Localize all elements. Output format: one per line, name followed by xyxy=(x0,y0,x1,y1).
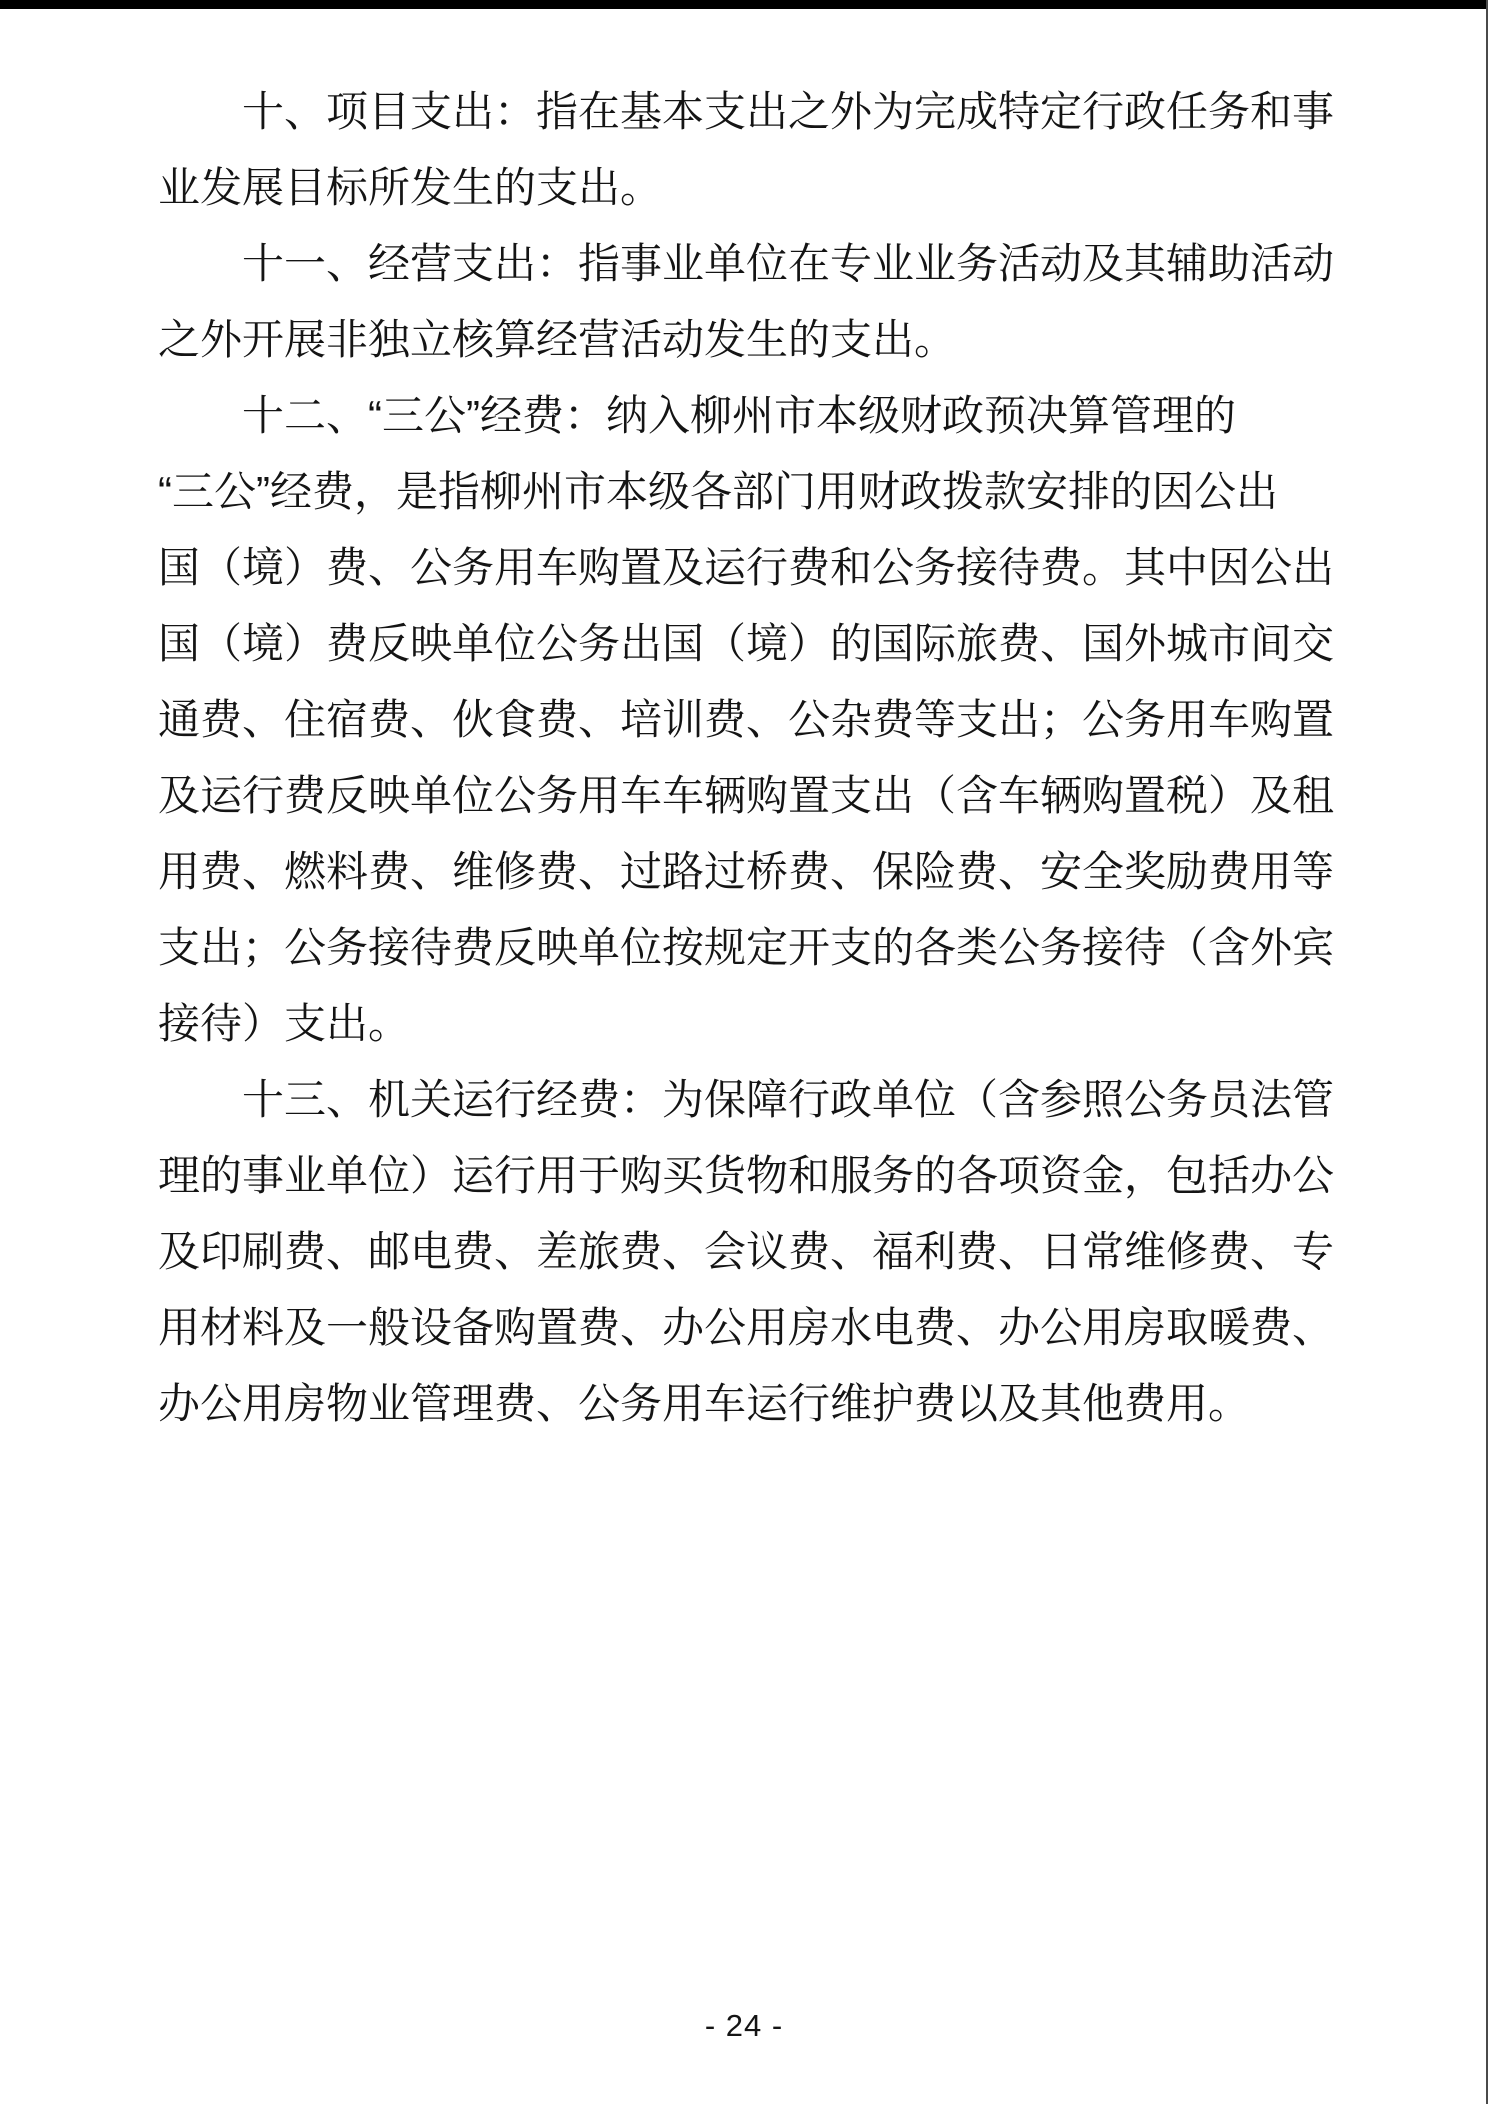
text-line: 办公用房物业管理费、公务用车运行维护费以及其他费用。 xyxy=(158,1380,1251,1427)
page-footer xyxy=(0,2008,1488,2044)
text-line: 用费、燃料费、维修费、过路过桥费、保险费、安全奖励费用等 xyxy=(158,848,1335,895)
text-line: 十一、经营支出：指事业单位在专业业务活动及其辅助活动 xyxy=(242,240,1335,287)
paragraph-item-11-operating-expenditure xyxy=(158,226,1334,378)
text-line: 理的事业单位）运行用于购买货物和服务的各项资金，包括办公 xyxy=(158,1152,1335,1199)
scan-artifact-top-edge xyxy=(0,0,1488,9)
paragraph-item-10-project-expenditure xyxy=(158,74,1334,226)
paragraph-item-13-agency-operating-funds xyxy=(158,1062,1334,1442)
text-line: 十、项目支出：指在基本支出之外为完成特定行政任务和事 xyxy=(242,88,1335,135)
text-line: 之外开展非独立核算经营活动发生的支出。 xyxy=(158,316,957,363)
text-line: 十二、“三公”经费：纳入柳州市本级财政预决算管理的 xyxy=(242,392,1236,439)
text-line: 支出；公务接待费反映单位按规定开支的各类公务接待（含外宾 xyxy=(158,924,1335,971)
text-line: “三公”经费，是指柳州市本级各部门用财政拨款安排的因公出 xyxy=(158,468,1278,515)
text-line: 业发展目标所发生的支出。 xyxy=(158,164,663,211)
text-line: 国（境）费、公务用车购置及运行费和公务接待费。其中因公出 xyxy=(158,544,1335,591)
paragraph-item-12-three-public-funds xyxy=(158,378,1334,1062)
page-number: - 24 - xyxy=(704,2008,784,2043)
text-line: 及印刷费、邮电费、差旅费、会议费、福利费、日常维修费、专 xyxy=(158,1228,1335,1275)
text-line: 十三、机关运行经费：为保障行政单位（含参照公务员法管 xyxy=(242,1076,1335,1123)
text-line: 国（境）费反映单位公务出国（境）的国际旅费、国外城市间交 xyxy=(158,620,1335,667)
text-line: 用材料及一般设备购置费、办公用房水电费、办公用房取暖费、 xyxy=(158,1304,1335,1351)
document-body xyxy=(158,74,1334,1442)
text-line: 通费、住宿费、伙食费、培训费、公杂费等支出；公务用车购置 xyxy=(158,696,1335,743)
text-line: 及运行费反映单位公务用车车辆购置支出（含车辆购置税）及租 xyxy=(158,772,1335,819)
text-line: 接待）支出。 xyxy=(158,1000,411,1047)
